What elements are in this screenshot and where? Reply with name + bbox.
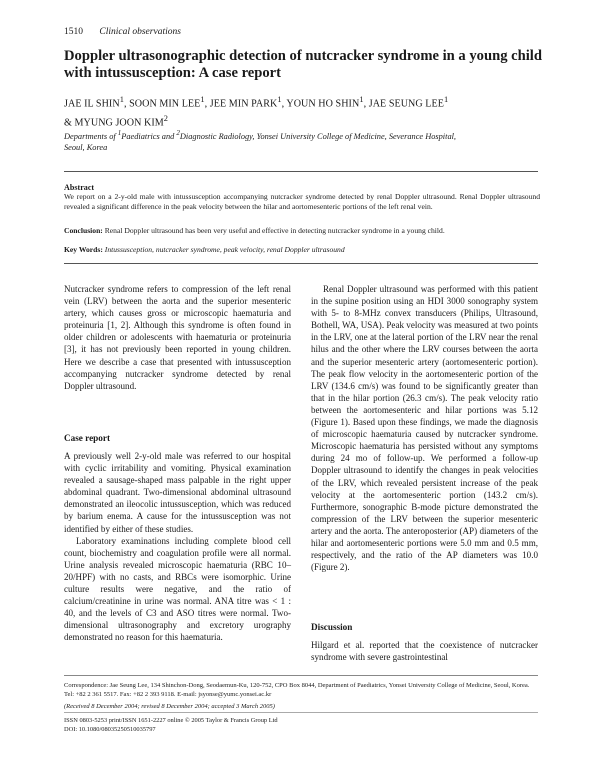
affiliation-department: Paediatrics and <box>121 131 177 141</box>
left-column-case <box>64 450 291 644</box>
intro-paragraph: Nutcracker syndrome refers to compression of the left renal vein (LRV) between the aorta and the superior mesenteric artery, which causes gross or microscopic haematuria and proteinuria [1, 2]. Although this syndrome is often found in older children or adolescents with haematuria or proteinuria [3], it has not previously been reported in young children. Here we describe a case that presented with intussusception accompanying nutcracker syndrome detected by renal Doppler ultrasound. <box>64 284 291 391</box>
author-affiliation-mark: 1 <box>359 95 364 104</box>
left-column-intro <box>64 283 291 392</box>
correspondence-note: Correspondence: Jae Seung Lee, 134 Shinchon-Dong, Seodaemun-Ku, 120-752, CPO Box 8044, Department of Paediatrics, Yonsei University College of Medicine, Seoul, Korea. Tel: +82 2 361 5517. Fax: +82 2 393 9118. E-mail: jsyonse@yumc.yonsei.ac.kr <box>64 682 530 698</box>
author-name: SOON MIN LEE <box>129 98 201 110</box>
case-paragraph: A previously well 2-y-old male was referred to our hospital with cyclic irritability and vomiting. Physical examination revealed a sausage-shaped mass palpable in the right upper abdominal quadrant. Two-dimensional abdominal ultrasound demonstrated an ileocolic intussusception, which was reduced by barium enema. A cause for the intussusception was not identified by either of these studies. <box>64 451 291 534</box>
section-name: Clinical observations <box>99 27 181 37</box>
author-name: MYUNG JOON KIM <box>74 117 164 129</box>
author-affiliation-mark: 2 <box>163 114 169 124</box>
keywords <box>64 245 540 255</box>
conclusion-label: Conclusion: <box>64 226 103 235</box>
page-number: 1510 <box>64 27 83 37</box>
author-name: JAE IL SHIN <box>64 98 120 110</box>
affiliation-prefix: Departments of <box>64 131 118 141</box>
received-dates: (Received 8 December 2004; revised 8 December 2004; accepted 3 March 2005) <box>64 703 275 710</box>
issn-line: ISSN 0803-5253 print/ISSN 1651-2227 online © 2005 Taylor & Francis Group Ltd <box>64 717 278 724</box>
doi-line: DOI: 10.1080/08035250510035797 <box>64 726 156 733</box>
affiliation-location: Seoul, Korea <box>64 143 108 153</box>
footnote-rule <box>64 675 538 676</box>
doppler-paragraph: Renal Doppler ultrasound was performed with this patient in the supine position using an HDI 3000 sonography system with 5- to 8-MHz convex transducers (Philips, Ultrasound, Bothell, WA, USA). Peak velocity was measured at two points in the LRV, one at the lateral portion of the LRV near the renal hilus and the other where the LRV courses between the aorta and the superior mesenteric artery (aortomesenteric portion). The peak flow velocity in the aortomesenteric portion of the LRV (134.6 cm/s) was found to be significantly greater than that in the hilar portion (26.3 cm/s). The peak velocity ratio between the aortomesenteric and hilar portions was 5.12 (Figure 1). Based upon these findings, we made the diagnosis of microscopic haematuria caused by nutcracker syndrome. Microscopic haematuria has persisted without any symptoms during 24 mo of follow-up. We performed a follow-up Doppler ultrasound to identify the changes in peak velocities of the LRV, which revealed persistent increase of the peak velocity at the aortomesenteric portion (143.2 cm/s). Furthermore, sonographic B-mode picture demonstrated the compression of the LRV between the superior mesenteric artery and the aorta. The anteroposterior (AP) diameters of the hilar and aortomesenteric portions were 5.0 mm and 0.5 mm, respectively, and the ratio of the AP diameters was 10.0 (Figure 2). <box>311 284 538 573</box>
author-name: JEE MIN PARK <box>209 98 278 110</box>
affiliation-mark: 1 <box>117 129 122 137</box>
right-column-discussion <box>311 639 538 663</box>
abstract-bottom-rule <box>64 263 538 264</box>
affiliation-mark: 2 <box>176 129 180 137</box>
right-column-doppler <box>311 283 538 573</box>
footnote-rule-secondary <box>64 712 538 713</box>
keywords-label: Key Words: <box>64 245 103 254</box>
running-head <box>64 27 181 37</box>
discussion-paragraph: Hilgard et al. reported that the coexistence of nutcracker syndrome with severe gastrointestinal <box>311 640 538 663</box>
abstract-top-rule <box>64 171 538 172</box>
author-name: YOUN HO SHIN <box>286 98 360 110</box>
author-affiliation-mark: 1 <box>200 95 205 104</box>
abstract-heading: Abstract <box>64 183 95 192</box>
author-affiliation-mark: 1 <box>119 95 124 104</box>
discussion-heading: Discussion <box>311 622 353 632</box>
case-paragraph: Laboratory examinations including complete blood cell count, biochemistry and coagulation profile were all normal. Urine analysis revealed microscopic haematuria (RBC 10–20/HPF) with no casts, and RBCs were isomorphic. Urine culture results were negative, and the ratio of calcium/creatinine in urine was normal. ANA titre was < 1 : 40, and the levels of C3 and ASO titres were normal. Two-dimensional ultrasonography and excretory urography demonstrated no reason for this haematuria. <box>64 535 291 643</box>
author-list: JAE IL SHIN$^1$, SOON MIN LEE$^1$, JEE MIN PARK$^1$, YOUN HO SHIN$^1$, JAE SEUNG LEE$^1$ & MYUNG JOON KIM$^2$ <box>64 95 449 129</box>
case-report-heading: Case report <box>64 433 111 443</box>
abstract-text: We report on a 2-y-old male with intussusception accompanying nutcracker syndrome detected by renal Doppler ultrasound. Renal Doppler ultrasound revealed a significant difference in the peak velocity between the hilar and aortomesenteric portions of the left renal vein. <box>64 192 540 211</box>
author-affiliation-mark: 1 <box>443 95 449 104</box>
author-affiliation-mark: 1 <box>277 95 282 104</box>
keywords-text: Intussusception, nutcracker syndrome, peak velocity, renal Doppler ultrasound <box>104 245 345 254</box>
abstract-conclusion <box>64 226 540 236</box>
conclusion-text: Renal Doppler ultrasound has been very useful and effective in detecting nutcracker syndrome in a young child. <box>104 226 445 235</box>
article-title: Doppler ultrasonographic detection of nutcracker syndrome in a young child with intussusception: A case report <box>64 48 542 81</box>
affiliation <box>64 128 544 154</box>
author-name: JAE SEUNG LEE <box>368 98 444 110</box>
affiliation-department: Diagnostic Radiology, Yonsei University College of Medicine, Severance Hospital, <box>179 131 457 141</box>
